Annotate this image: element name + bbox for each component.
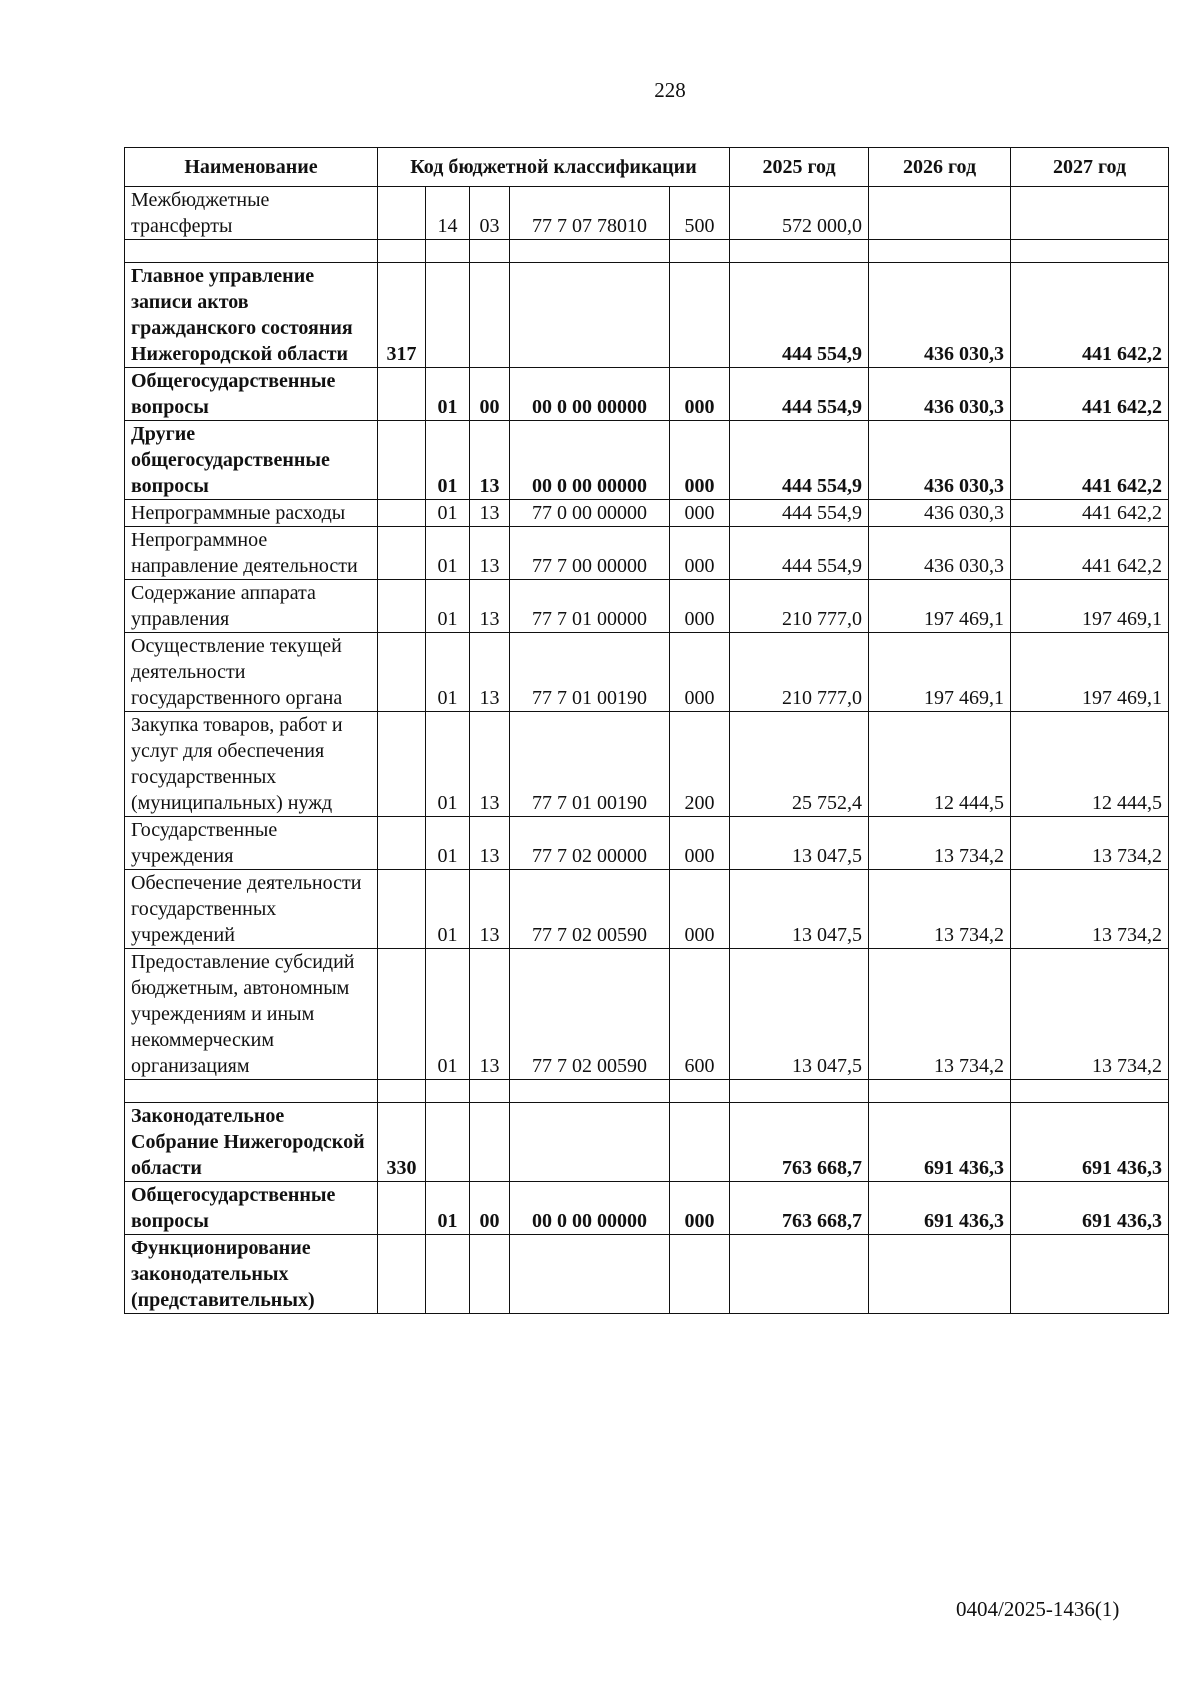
row-2026: 436 030,3 bbox=[869, 368, 1011, 421]
table-row bbox=[125, 949, 1169, 1080]
row-name: Главное управление записи актов гражданского состояния Нижегородской области bbox=[125, 263, 378, 368]
row-pr bbox=[470, 1235, 510, 1314]
budget-table bbox=[124, 147, 1169, 1314]
row-name: Закупка товаров, работ и услуг для обеспечения государственных (муниципальных) нужд bbox=[125, 712, 378, 817]
row-2026: 436 030,3 bbox=[869, 527, 1011, 580]
row-rz bbox=[426, 263, 470, 368]
row-csr bbox=[510, 1235, 670, 1314]
row-2027: 13 734,2 bbox=[1011, 949, 1169, 1080]
row-csr: 77 0 00 00000 bbox=[510, 500, 670, 527]
row-csr: 77 7 02 00000 bbox=[510, 817, 670, 870]
row-rz: 01 bbox=[426, 817, 470, 870]
row-2027: 441 642,2 bbox=[1011, 500, 1169, 527]
table-row bbox=[125, 500, 1169, 527]
row-pr: 13 bbox=[470, 949, 510, 1080]
row-2027 bbox=[1011, 1235, 1169, 1314]
row-name: Предоставление субсидий бюджетным, автономным учреждениям и иным некоммерческим организациям bbox=[125, 949, 378, 1080]
row-grbs: 317 bbox=[378, 263, 426, 368]
row-2027: 441 642,2 bbox=[1011, 368, 1169, 421]
row-2027: 197 469,1 bbox=[1011, 580, 1169, 633]
row-2025: 13 047,5 bbox=[730, 949, 869, 1080]
row-csr: 77 7 02 00590 bbox=[510, 949, 670, 1080]
table-row bbox=[125, 870, 1169, 949]
row-name: Содержание аппарата управления bbox=[125, 580, 378, 633]
header-code: Код бюджетной классификации bbox=[378, 148, 730, 187]
row-pr: 13 bbox=[470, 421, 510, 500]
header-2025: 2025 год bbox=[730, 148, 869, 187]
row-2026: 13 734,2 bbox=[869, 817, 1011, 870]
row-csr: 77 7 02 00590 bbox=[510, 870, 670, 949]
page-number: 228 bbox=[654, 78, 686, 102]
header-2026: 2026 год bbox=[869, 148, 1011, 187]
row-csr bbox=[510, 1103, 670, 1182]
header-2027: 2027 год bbox=[1011, 148, 1169, 187]
row-name: Государственные учреждения bbox=[125, 817, 378, 870]
row-2025 bbox=[730, 1235, 869, 1314]
table-row bbox=[125, 633, 1169, 712]
row-2027: 441 642,2 bbox=[1011, 263, 1169, 368]
row-2026: 436 030,3 bbox=[869, 500, 1011, 527]
row-vr bbox=[670, 1103, 730, 1182]
row-2026: 13 734,2 bbox=[869, 870, 1011, 949]
table-row bbox=[125, 421, 1169, 500]
row-2025: 572 000,0 bbox=[730, 187, 869, 240]
row-vr: 000 bbox=[670, 527, 730, 580]
row-pr bbox=[470, 1103, 510, 1182]
table-row bbox=[125, 1235, 1169, 1314]
row-pr: 13 bbox=[470, 580, 510, 633]
table-row bbox=[125, 1182, 1169, 1235]
row-2025: 763 668,7 bbox=[730, 1103, 869, 1182]
row-name: Осуществление текущей деятельности государственного органа bbox=[125, 633, 378, 712]
row-2025: 13 047,5 bbox=[730, 817, 869, 870]
row-2027: 691 436,3 bbox=[1011, 1182, 1169, 1235]
row-rz: 01 bbox=[426, 527, 470, 580]
row-rz: 01 bbox=[426, 870, 470, 949]
spacer-row bbox=[125, 240, 1169, 263]
row-grbs bbox=[378, 633, 426, 712]
row-grbs bbox=[378, 1235, 426, 1314]
row-name: Другие общегосударственные вопросы bbox=[125, 421, 378, 500]
row-2027: 441 642,2 bbox=[1011, 421, 1169, 500]
spacer-row bbox=[125, 1080, 1169, 1103]
row-2025: 210 777,0 bbox=[730, 580, 869, 633]
row-rz: 01 bbox=[426, 421, 470, 500]
row-2026: 197 469,1 bbox=[869, 633, 1011, 712]
row-name: Непрограммные расходы bbox=[125, 500, 378, 527]
row-rz: 01 bbox=[426, 1182, 470, 1235]
table-header bbox=[125, 148, 1169, 187]
row-pr: 13 bbox=[470, 817, 510, 870]
row-grbs bbox=[378, 870, 426, 949]
table-row bbox=[125, 712, 1169, 817]
table-row bbox=[125, 527, 1169, 580]
row-pr: 13 bbox=[470, 527, 510, 580]
row-csr: 77 7 07 78010 bbox=[510, 187, 670, 240]
row-name: Общегосударственные вопросы bbox=[125, 368, 378, 421]
row-csr: 77 7 00 00000 bbox=[510, 527, 670, 580]
row-2026: 691 436,3 bbox=[869, 1103, 1011, 1182]
document-id: 0404/2025-1436(1) bbox=[956, 1597, 1120, 1621]
row-pr: 00 bbox=[470, 368, 510, 421]
row-csr: 00 0 00 00000 bbox=[510, 421, 670, 500]
table-row bbox=[125, 1103, 1169, 1182]
row-rz bbox=[426, 1103, 470, 1182]
row-csr bbox=[510, 263, 670, 368]
row-vr: 000 bbox=[670, 1182, 730, 1235]
row-vr: 000 bbox=[670, 368, 730, 421]
row-name: Общегосударственные вопросы bbox=[125, 1182, 378, 1235]
row-2025: 13 047,5 bbox=[730, 870, 869, 949]
row-name: Обеспечение деятельности государственных учреждений bbox=[125, 870, 378, 949]
row-2026: 13 734,2 bbox=[869, 949, 1011, 1080]
row-grbs bbox=[378, 949, 426, 1080]
row-2027: 197 469,1 bbox=[1011, 633, 1169, 712]
row-vr: 000 bbox=[670, 421, 730, 500]
row-vr: 000 bbox=[670, 633, 730, 712]
table-row bbox=[125, 368, 1169, 421]
row-2025: 763 668,7 bbox=[730, 1182, 869, 1235]
row-2027: 691 436,3 bbox=[1011, 1103, 1169, 1182]
row-pr: 03 bbox=[470, 187, 510, 240]
row-grbs bbox=[378, 1182, 426, 1235]
row-2026: 12 444,5 bbox=[869, 712, 1011, 817]
header-name: Наименование bbox=[125, 148, 378, 187]
row-vr: 500 bbox=[670, 187, 730, 240]
row-2026: 197 469,1 bbox=[869, 580, 1011, 633]
row-2025: 444 554,9 bbox=[730, 263, 869, 368]
row-grbs bbox=[378, 580, 426, 633]
row-grbs bbox=[378, 368, 426, 421]
row-vr: 200 bbox=[670, 712, 730, 817]
row-vr: 000 bbox=[670, 500, 730, 527]
row-2025: 444 554,9 bbox=[730, 421, 869, 500]
row-name: Межбюджетные трансферты bbox=[125, 187, 378, 240]
row-2025: 25 752,4 bbox=[730, 712, 869, 817]
row-2025: 444 554,9 bbox=[730, 527, 869, 580]
row-grbs bbox=[378, 712, 426, 817]
row-rz: 01 bbox=[426, 580, 470, 633]
row-csr: 00 0 00 00000 bbox=[510, 368, 670, 421]
row-name: Функционирование законодательных (представительных) bbox=[125, 1235, 378, 1314]
row-grbs bbox=[378, 187, 426, 240]
row-rz: 01 bbox=[426, 500, 470, 527]
row-2026 bbox=[869, 187, 1011, 240]
table-row bbox=[125, 580, 1169, 633]
row-rz: 14 bbox=[426, 187, 470, 240]
row-vr: 000 bbox=[670, 870, 730, 949]
row-2027: 13 734,2 bbox=[1011, 817, 1169, 870]
row-csr: 77 7 01 00190 bbox=[510, 633, 670, 712]
table-row bbox=[125, 187, 1169, 240]
row-2027: 13 734,2 bbox=[1011, 870, 1169, 949]
row-csr: 77 7 01 00190 bbox=[510, 712, 670, 817]
row-vr bbox=[670, 263, 730, 368]
row-2027: 441 642,2 bbox=[1011, 527, 1169, 580]
row-vr: 000 bbox=[670, 817, 730, 870]
row-2025: 444 554,9 bbox=[730, 368, 869, 421]
row-grbs bbox=[378, 421, 426, 500]
table-row bbox=[125, 263, 1169, 368]
row-rz: 01 bbox=[426, 949, 470, 1080]
row-vr bbox=[670, 1235, 730, 1314]
row-name: Непрограммное направление деятельности bbox=[125, 527, 378, 580]
row-2027: 12 444,5 bbox=[1011, 712, 1169, 817]
row-rz: 01 bbox=[426, 633, 470, 712]
row-grbs bbox=[378, 527, 426, 580]
row-2026 bbox=[869, 1235, 1011, 1314]
row-rz: 01 bbox=[426, 368, 470, 421]
row-pr: 13 bbox=[470, 500, 510, 527]
table-row bbox=[125, 817, 1169, 870]
row-pr: 13 bbox=[470, 870, 510, 949]
row-2026: 691 436,3 bbox=[869, 1182, 1011, 1235]
row-2026: 436 030,3 bbox=[869, 263, 1011, 368]
row-2026: 436 030,3 bbox=[869, 421, 1011, 500]
row-vr: 600 bbox=[670, 949, 730, 1080]
row-csr: 77 7 01 00000 bbox=[510, 580, 670, 633]
row-2027 bbox=[1011, 187, 1169, 240]
row-vr: 000 bbox=[670, 580, 730, 633]
row-pr bbox=[470, 263, 510, 368]
row-grbs: 330 bbox=[378, 1103, 426, 1182]
row-2025: 444 554,9 bbox=[730, 500, 869, 527]
row-pr: 00 bbox=[470, 1182, 510, 1235]
row-rz bbox=[426, 1235, 470, 1314]
row-2025: 210 777,0 bbox=[730, 633, 869, 712]
row-grbs bbox=[378, 500, 426, 527]
row-grbs bbox=[378, 817, 426, 870]
row-csr: 00 0 00 00000 bbox=[510, 1182, 670, 1235]
row-name: Законодательное Собрание Нижегородской области bbox=[125, 1103, 378, 1182]
row-pr: 13 bbox=[470, 712, 510, 817]
row-pr: 13 bbox=[470, 633, 510, 712]
row-rz: 01 bbox=[426, 712, 470, 817]
